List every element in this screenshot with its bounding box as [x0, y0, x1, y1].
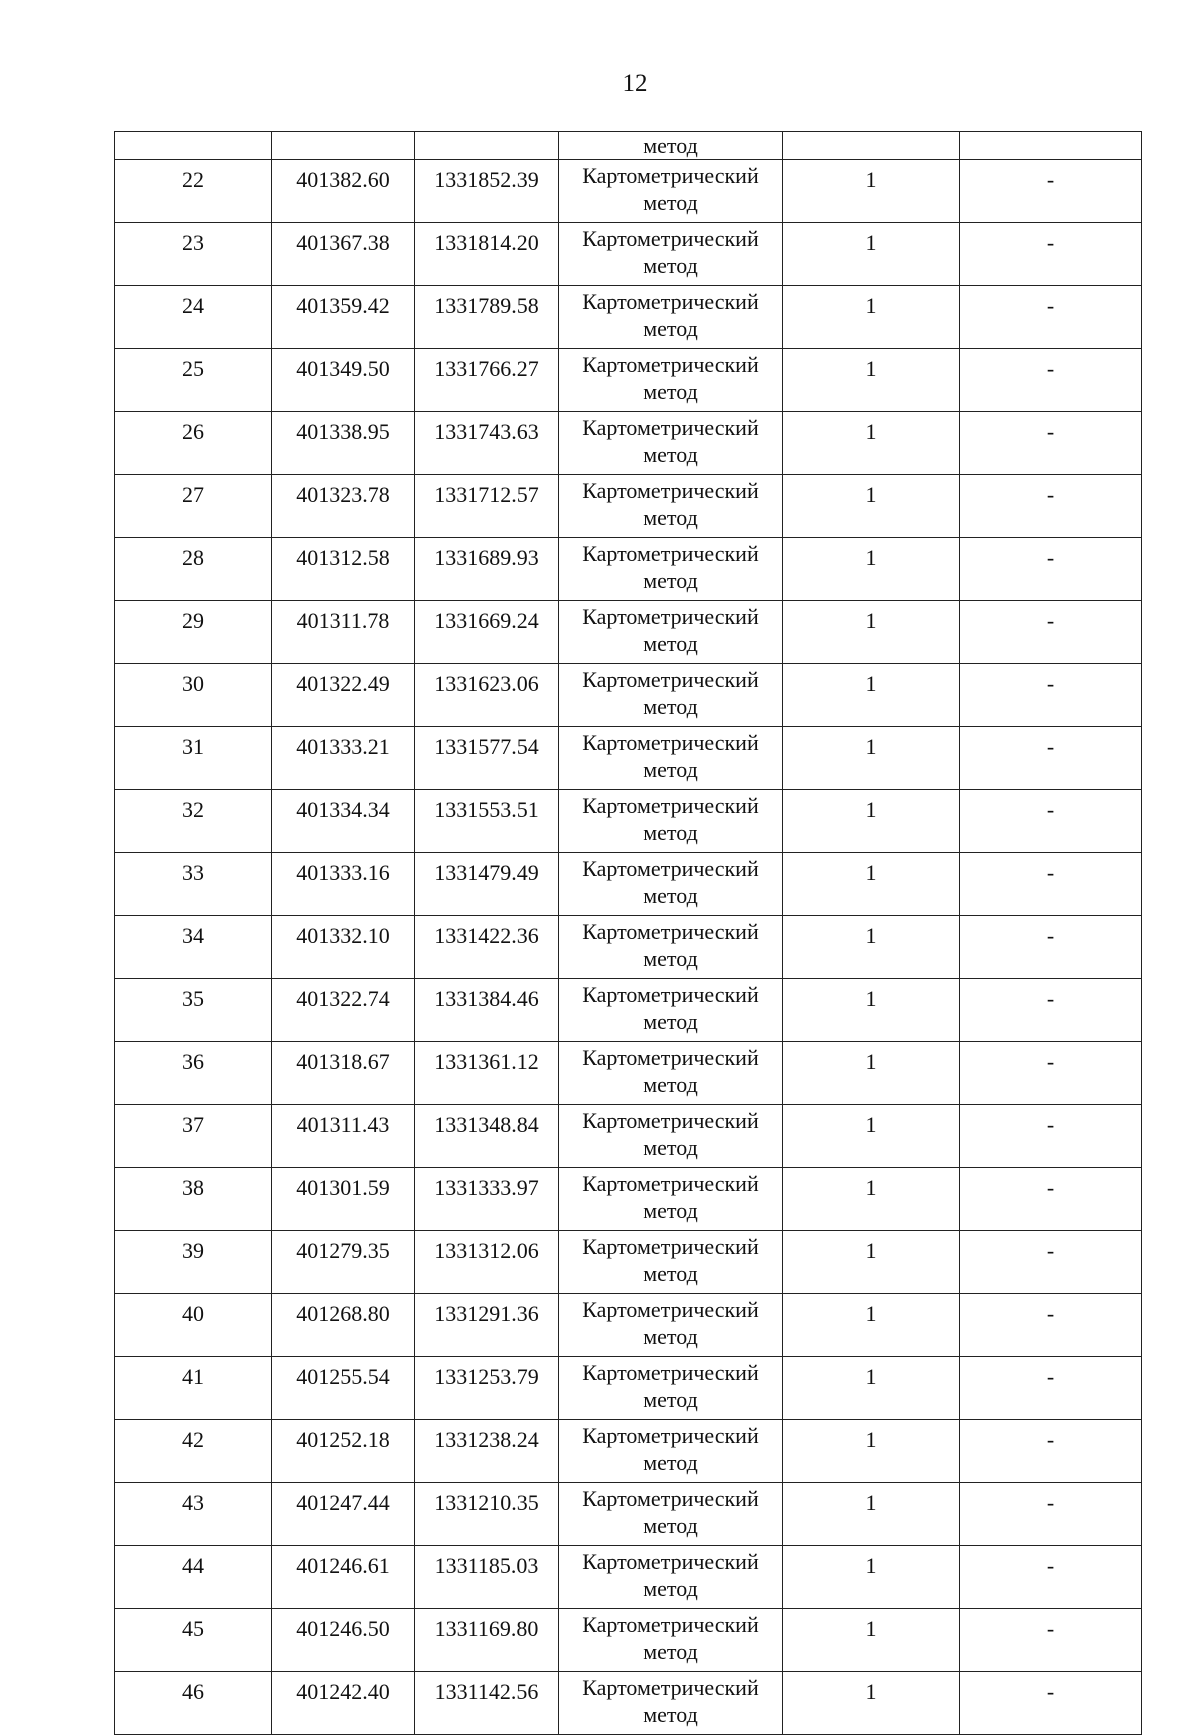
point-number: 22	[115, 160, 272, 223]
x-coordinate: 401247.44	[272, 1483, 415, 1546]
note-value: -	[960, 727, 1142, 790]
accuracy-value: 1	[783, 223, 960, 286]
x-coordinate: 401268.80	[272, 1294, 415, 1357]
coordinates-table	[114, 131, 1142, 1735]
note-value: -	[960, 664, 1142, 727]
accuracy-value: 1	[783, 286, 960, 349]
y-coordinate: 1331766.27	[415, 349, 559, 412]
method-cell	[559, 1546, 783, 1609]
table-row	[115, 349, 1142, 412]
method-line-2: метод	[643, 631, 698, 656]
x-coordinate: 401255.54	[272, 1357, 415, 1420]
point-number: 39	[115, 1231, 272, 1294]
method-cell	[559, 853, 783, 916]
method-line-2: метод	[643, 568, 698, 593]
method-line-2: метод	[643, 253, 698, 278]
x-coordinate: 401322.49	[272, 664, 415, 727]
point-number: 24	[115, 286, 272, 349]
point-number: 33	[115, 853, 272, 916]
y-coordinate: 1331312.06	[415, 1231, 559, 1294]
x-coordinate: 401367.38	[272, 223, 415, 286]
point-number: 40	[115, 1294, 272, 1357]
accuracy-value: 1	[783, 853, 960, 916]
note-value: -	[960, 1672, 1142, 1735]
method-cell	[559, 916, 783, 979]
y-coordinate: 1331142.56	[415, 1672, 559, 1735]
y-coordinate: 1331814.20	[415, 223, 559, 286]
table-row	[115, 1231, 1142, 1294]
method-line-2: метод	[643, 883, 698, 908]
x-coordinate: 401301.59	[272, 1168, 415, 1231]
method-cell	[559, 223, 783, 286]
x-coordinate: 401252.18	[272, 1420, 415, 1483]
method-cell	[559, 538, 783, 601]
method-line-1: Картометрический	[582, 541, 759, 566]
point-number: 32	[115, 790, 272, 853]
method-line-1: Картометрический	[582, 1234, 759, 1259]
note-value: -	[960, 1420, 1142, 1483]
point-number: 42	[115, 1420, 272, 1483]
note-value: -	[960, 790, 1142, 853]
point-number: 43	[115, 1483, 272, 1546]
method-line-1: Картометрический	[582, 1675, 759, 1700]
point-number: 35	[115, 979, 272, 1042]
table-row	[115, 160, 1142, 223]
cell-x	[272, 132, 415, 160]
method-cell	[559, 160, 783, 223]
point-number: 45	[115, 1609, 272, 1672]
x-coordinate: 401382.60	[272, 160, 415, 223]
x-coordinate: 401318.67	[272, 1042, 415, 1105]
method-cell	[559, 664, 783, 727]
method-line-1: Картометрический	[582, 289, 759, 314]
accuracy-value: 1	[783, 790, 960, 853]
accuracy-value: 1	[783, 538, 960, 601]
y-coordinate: 1331712.57	[415, 475, 559, 538]
method-line-1: Картометрический	[582, 919, 759, 944]
page-number: 12	[622, 70, 648, 97]
method-cell	[559, 1168, 783, 1231]
y-coordinate: 1331669.24	[415, 601, 559, 664]
method-line-1: Картометрический	[582, 730, 759, 755]
method-line-1: Картометрический	[582, 982, 759, 1007]
accuracy-value: 1	[783, 1105, 960, 1168]
note-value: -	[960, 349, 1142, 412]
accuracy-value: 1	[783, 475, 960, 538]
accuracy-value: 1	[783, 160, 960, 223]
y-coordinate: 1331169.80	[415, 1609, 559, 1672]
method-line-2: метод	[643, 1009, 698, 1034]
x-coordinate: 401323.78	[272, 475, 415, 538]
method-line-1: Картометрический	[582, 667, 759, 692]
table-row	[115, 1672, 1142, 1735]
accuracy-value: 1	[783, 916, 960, 979]
accuracy-value: 1	[783, 1357, 960, 1420]
table-row	[115, 1042, 1142, 1105]
method-line-1: Картометрический	[582, 1423, 759, 1448]
x-coordinate: 401242.40	[272, 1672, 415, 1735]
point-number: 26	[115, 412, 272, 475]
y-coordinate: 1331210.35	[415, 1483, 559, 1546]
point-number: 37	[115, 1105, 272, 1168]
x-coordinate: 401322.74	[272, 979, 415, 1042]
table-row	[115, 979, 1142, 1042]
note-value: -	[960, 1231, 1142, 1294]
y-coordinate: 1331789.58	[415, 286, 559, 349]
accuracy-value: 1	[783, 1672, 960, 1735]
accuracy-value: 1	[783, 1294, 960, 1357]
x-coordinate: 401359.42	[272, 286, 415, 349]
y-coordinate: 1331743.63	[415, 412, 559, 475]
point-number: 31	[115, 727, 272, 790]
table-body	[115, 132, 1142, 1735]
x-coordinate: 401311.43	[272, 1105, 415, 1168]
method-line-1: Картометрический	[582, 856, 759, 881]
method-line-2: метод	[643, 1639, 698, 1664]
method-line-2: метод	[643, 1198, 698, 1223]
table-row	[115, 601, 1142, 664]
x-coordinate: 401333.16	[272, 853, 415, 916]
method-cell	[559, 349, 783, 412]
method-line-2: метод	[643, 1450, 698, 1475]
y-coordinate: 1331689.93	[415, 538, 559, 601]
point-number: 44	[115, 1546, 272, 1609]
accuracy-value: 1	[783, 349, 960, 412]
cell-y	[415, 132, 559, 160]
table-row	[115, 412, 1142, 475]
note-value: -	[960, 853, 1142, 916]
method-line-2: метод	[643, 1513, 698, 1538]
method-line-1: Картометрический	[582, 1360, 759, 1385]
method-line-1: Картометрический	[582, 793, 759, 818]
x-coordinate: 401279.35	[272, 1231, 415, 1294]
note-value: -	[960, 979, 1142, 1042]
note-value: -	[960, 916, 1142, 979]
y-coordinate: 1331479.49	[415, 853, 559, 916]
y-coordinate: 1331577.54	[415, 727, 559, 790]
x-coordinate: 401338.95	[272, 412, 415, 475]
method-line-1: Картометрический	[582, 1045, 759, 1070]
method-line-2: метод	[643, 1072, 698, 1097]
method-cell	[559, 286, 783, 349]
method-line-1: Картометрический	[582, 1612, 759, 1637]
table-row	[115, 1609, 1142, 1672]
method-cell	[559, 790, 783, 853]
y-coordinate: 1331348.84	[415, 1105, 559, 1168]
accuracy-value: 1	[783, 1231, 960, 1294]
point-number: 29	[115, 601, 272, 664]
method-cell	[559, 1483, 783, 1546]
accuracy-value: 1	[783, 1546, 960, 1609]
method-line-2: метод	[643, 1576, 698, 1601]
note-value: -	[960, 160, 1142, 223]
note-value: -	[960, 1609, 1142, 1672]
accuracy-value: 1	[783, 601, 960, 664]
x-coordinate: 401311.78	[272, 601, 415, 664]
method-line-1: Картометрический	[582, 1486, 759, 1511]
method-line-2: метод	[643, 1702, 698, 1727]
point-number: 36	[115, 1042, 272, 1105]
point-number: 41	[115, 1357, 272, 1420]
method-line-2: метод	[643, 442, 698, 467]
note-value: -	[960, 1042, 1142, 1105]
note-value: -	[960, 538, 1142, 601]
method-line-1: Картометрический	[582, 415, 759, 440]
x-coordinate: 401334.34	[272, 790, 415, 853]
table-row	[115, 1420, 1142, 1483]
accuracy-value: 1	[783, 727, 960, 790]
method-line-1: Картометрический	[582, 1171, 759, 1196]
table-row	[115, 1546, 1142, 1609]
point-number: 46	[115, 1672, 272, 1735]
point-number: 30	[115, 664, 272, 727]
accuracy-value: 1	[783, 412, 960, 475]
method-line-2: метод	[643, 1387, 698, 1412]
continuation-row	[115, 132, 1142, 160]
method-line-2: метод	[643, 1324, 698, 1349]
note-value: -	[960, 1483, 1142, 1546]
method-cell	[559, 1609, 783, 1672]
cell-method: метод	[559, 132, 783, 160]
y-coordinate: 1331852.39	[415, 160, 559, 223]
table-row	[115, 790, 1142, 853]
point-number: 23	[115, 223, 272, 286]
accuracy-value: 1	[783, 1420, 960, 1483]
x-coordinate: 401332.10	[272, 916, 415, 979]
table-row	[115, 475, 1142, 538]
y-coordinate: 1331553.51	[415, 790, 559, 853]
method-cell	[559, 1672, 783, 1735]
method-cell	[559, 1357, 783, 1420]
method-line-2: метод	[643, 316, 698, 341]
method-line-2: метод	[643, 1135, 698, 1160]
cell-num	[115, 132, 272, 160]
method-cell	[559, 979, 783, 1042]
method-cell	[559, 1105, 783, 1168]
y-coordinate: 1331291.36	[415, 1294, 559, 1357]
y-coordinate: 1331623.06	[415, 664, 559, 727]
cell-note	[960, 132, 1142, 160]
method-line-1: Картометрический	[582, 163, 759, 188]
method-cell	[559, 1294, 783, 1357]
table-row	[115, 1357, 1142, 1420]
method-line-1: Картометрический	[582, 1549, 759, 1574]
method-line-2: метод	[643, 1261, 698, 1286]
accuracy-value: 1	[783, 1042, 960, 1105]
x-coordinate: 401246.50	[272, 1609, 415, 1672]
method-line-1: Картометрический	[582, 478, 759, 503]
accuracy-value: 1	[783, 1609, 960, 1672]
table-row	[115, 223, 1142, 286]
method-cell	[559, 601, 783, 664]
x-coordinate: 401246.61	[272, 1546, 415, 1609]
y-coordinate: 1331253.79	[415, 1357, 559, 1420]
point-number: 25	[115, 349, 272, 412]
method-line-2: метод	[643, 946, 698, 971]
y-coordinate: 1331333.97	[415, 1168, 559, 1231]
method-line-2: метод	[643, 190, 698, 215]
method-cell	[559, 412, 783, 475]
point-number: 38	[115, 1168, 272, 1231]
table-row	[115, 727, 1142, 790]
y-coordinate: 1331238.24	[415, 1420, 559, 1483]
method-line-2: метод	[643, 379, 698, 404]
accuracy-value: 1	[783, 1168, 960, 1231]
method-line-2: метод	[643, 820, 698, 845]
note-value: -	[960, 286, 1142, 349]
note-value: -	[960, 1168, 1142, 1231]
table-row	[115, 1105, 1142, 1168]
method-line-2: метод	[643, 757, 698, 782]
table-row	[115, 1294, 1142, 1357]
x-coordinate: 401312.58	[272, 538, 415, 601]
method-cell	[559, 1231, 783, 1294]
note-value: -	[960, 1105, 1142, 1168]
y-coordinate: 1331384.46	[415, 979, 559, 1042]
y-coordinate: 1331361.12	[415, 1042, 559, 1105]
table-row	[115, 853, 1142, 916]
accuracy-value: 1	[783, 979, 960, 1042]
note-value: -	[960, 1546, 1142, 1609]
accuracy-value: 1	[783, 664, 960, 727]
table-row	[115, 286, 1142, 349]
note-value: -	[960, 412, 1142, 475]
method-cell	[559, 1420, 783, 1483]
x-coordinate: 401333.21	[272, 727, 415, 790]
table-row	[115, 1168, 1142, 1231]
method-cell	[559, 727, 783, 790]
method-line-2: метод	[643, 694, 698, 719]
method-line-1: Картометрический	[582, 604, 759, 629]
table-row	[115, 538, 1142, 601]
y-coordinate: 1331185.03	[415, 1546, 559, 1609]
point-number: 34	[115, 916, 272, 979]
point-number: 28	[115, 538, 272, 601]
method-line-2: метод	[643, 505, 698, 530]
method-cell	[559, 475, 783, 538]
note-value: -	[960, 601, 1142, 664]
method-line-1: Картометрический	[582, 1297, 759, 1322]
method-line-1: Картометрический	[582, 226, 759, 251]
note-value: -	[960, 1294, 1142, 1357]
accuracy-value: 1	[783, 1483, 960, 1546]
cell-accuracy	[783, 132, 960, 160]
x-coordinate: 401349.50	[272, 349, 415, 412]
method-cell	[559, 1042, 783, 1105]
note-value: -	[960, 223, 1142, 286]
table-row	[115, 1483, 1142, 1546]
table-row	[115, 664, 1142, 727]
note-value: -	[960, 1357, 1142, 1420]
table-row	[115, 916, 1142, 979]
point-number: 27	[115, 475, 272, 538]
method-line-1: Картометрический	[582, 1108, 759, 1133]
y-coordinate: 1331422.36	[415, 916, 559, 979]
method-line-1: Картометрический	[582, 352, 759, 377]
note-value: -	[960, 475, 1142, 538]
